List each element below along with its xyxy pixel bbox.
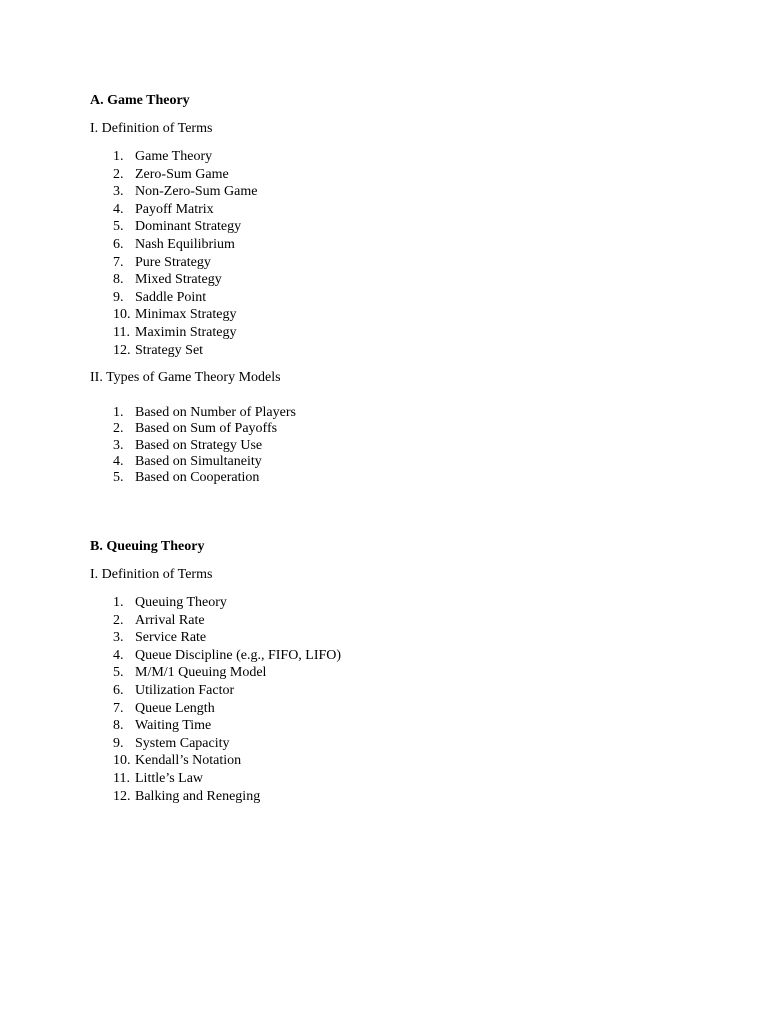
- list-number: 9.: [113, 289, 124, 305]
- list-number: 11.: [113, 771, 130, 786]
- list-label: Pure Strategy: [135, 254, 211, 270]
- list-label: Zero-Sum Game: [135, 166, 229, 182]
- list-number: 5.: [113, 219, 124, 235]
- list-number: 11.: [113, 324, 130, 340]
- list-item: [90, 735, 690, 753]
- list-item: [90, 788, 690, 806]
- list-number: 5.: [113, 665, 124, 681]
- document-page: [90, 92, 690, 805]
- list-label: Arrival Rate: [135, 612, 205, 628]
- list-label: System Capacity: [135, 735, 230, 751]
- list-number: 5.: [113, 469, 124, 485]
- list-label: M/M/1 Queuing Model: [135, 665, 267, 681]
- list-item: [90, 306, 690, 324]
- list-label: Based on Number of Players: [135, 405, 296, 421]
- list-item: [90, 682, 690, 700]
- list-label: Balking and Reneging: [135, 788, 261, 804]
- list-number: 6.: [113, 683, 124, 699]
- list-item: [90, 183, 690, 201]
- list-item: [90, 454, 690, 470]
- list-number: 1.: [113, 595, 124, 611]
- list-number: 10.: [113, 753, 131, 769]
- list-item: [90, 770, 690, 788]
- list-item: [90, 664, 690, 682]
- list-number: 4.: [113, 453, 124, 469]
- list-number: 9.: [113, 735, 124, 751]
- list-number: 1.: [113, 149, 124, 164]
- list-number: 10.: [113, 307, 131, 323]
- list-number: 12.: [113, 342, 131, 358]
- list-item: [90, 201, 690, 219]
- list-item: [90, 405, 690, 421]
- list-number: 1.: [113, 405, 124, 421]
- list-item: [90, 717, 690, 735]
- list-item: [90, 612, 690, 630]
- subsection-title-definitions: I. Definition of Terms: [90, 121, 213, 136]
- list-number: 3.: [113, 437, 124, 453]
- subsection-title-model-types: II. Types of Game Theory Models: [90, 370, 281, 386]
- list-label: Based on Sum of Payoffs: [135, 421, 278, 437]
- list-label: Kendall’s Notation: [135, 753, 242, 769]
- list-item: [90, 166, 690, 184]
- list-label: Strategy Set: [135, 342, 204, 358]
- list-number: 4.: [113, 647, 124, 663]
- list-label: Queue Discipline (e.g., FIFO, LIFO): [135, 647, 342, 663]
- list-label: Payoff Matrix: [135, 201, 214, 217]
- list-label: Mixed Strategy: [135, 272, 222, 288]
- list-item: [90, 218, 690, 236]
- list-label: Utilization Factor: [135, 683, 235, 699]
- list-label: Based on Strategy Use: [135, 437, 263, 453]
- list-item: [90, 470, 690, 486]
- list-label: Minimax Strategy: [135, 307, 237, 323]
- list-label: Game Theory: [135, 149, 213, 164]
- list-number: 4.: [113, 201, 124, 217]
- list-label: Dominant Strategy: [135, 219, 242, 235]
- list-item: [90, 289, 690, 307]
- list-number: 7.: [113, 700, 124, 716]
- list-number: 8.: [113, 718, 124, 734]
- list-label: Based on Cooperation: [135, 469, 260, 485]
- list-label: Non-Zero-Sum Game: [135, 184, 258, 200]
- model-types-list: [90, 405, 690, 486]
- list-label: Queue Length: [135, 700, 215, 716]
- definition-list: [90, 594, 690, 805]
- list-label: Queuing Theory: [135, 595, 227, 611]
- list-item: [90, 324, 690, 342]
- list-item: [90, 700, 690, 718]
- list-item: [90, 752, 690, 770]
- section-title-queuing-theory: B. Queuing Theory: [90, 539, 205, 555]
- definition-list: [90, 148, 690, 359]
- list-item: [90, 594, 690, 612]
- list-label: Based on Simultaneity: [135, 453, 262, 469]
- list-label: Service Rate: [135, 630, 207, 646]
- list-number: 7.: [113, 254, 124, 270]
- list-number: 12.: [113, 788, 131, 804]
- list-label: Saddle Point: [135, 289, 207, 305]
- list-item: [90, 254, 690, 272]
- list-number: 3.: [113, 630, 124, 646]
- list-item: [90, 342, 690, 360]
- list-number: 2.: [113, 166, 124, 182]
- list-item: [90, 271, 690, 289]
- subsection-title-definitions: I. Definition of Terms: [90, 567, 213, 583]
- list-label: Maximin Strategy: [135, 324, 237, 340]
- list-item: [90, 647, 690, 665]
- list-number: 8.: [113, 272, 124, 288]
- list-number: 3.: [113, 184, 124, 200]
- list-item: [90, 438, 690, 454]
- list-number: 2.: [113, 612, 124, 628]
- section-title-game-theory: A. Game Theory: [90, 93, 190, 108]
- list-label: Little’s Law: [135, 771, 204, 786]
- list-item: [90, 629, 690, 647]
- list-label: Waiting Time: [135, 718, 212, 734]
- list-number: 2.: [113, 421, 124, 437]
- list-number: 6.: [113, 236, 124, 252]
- list-item: [90, 236, 690, 254]
- list-item: [90, 421, 690, 437]
- list-label: Nash Equilibrium: [135, 236, 235, 252]
- list-item: [90, 148, 690, 166]
